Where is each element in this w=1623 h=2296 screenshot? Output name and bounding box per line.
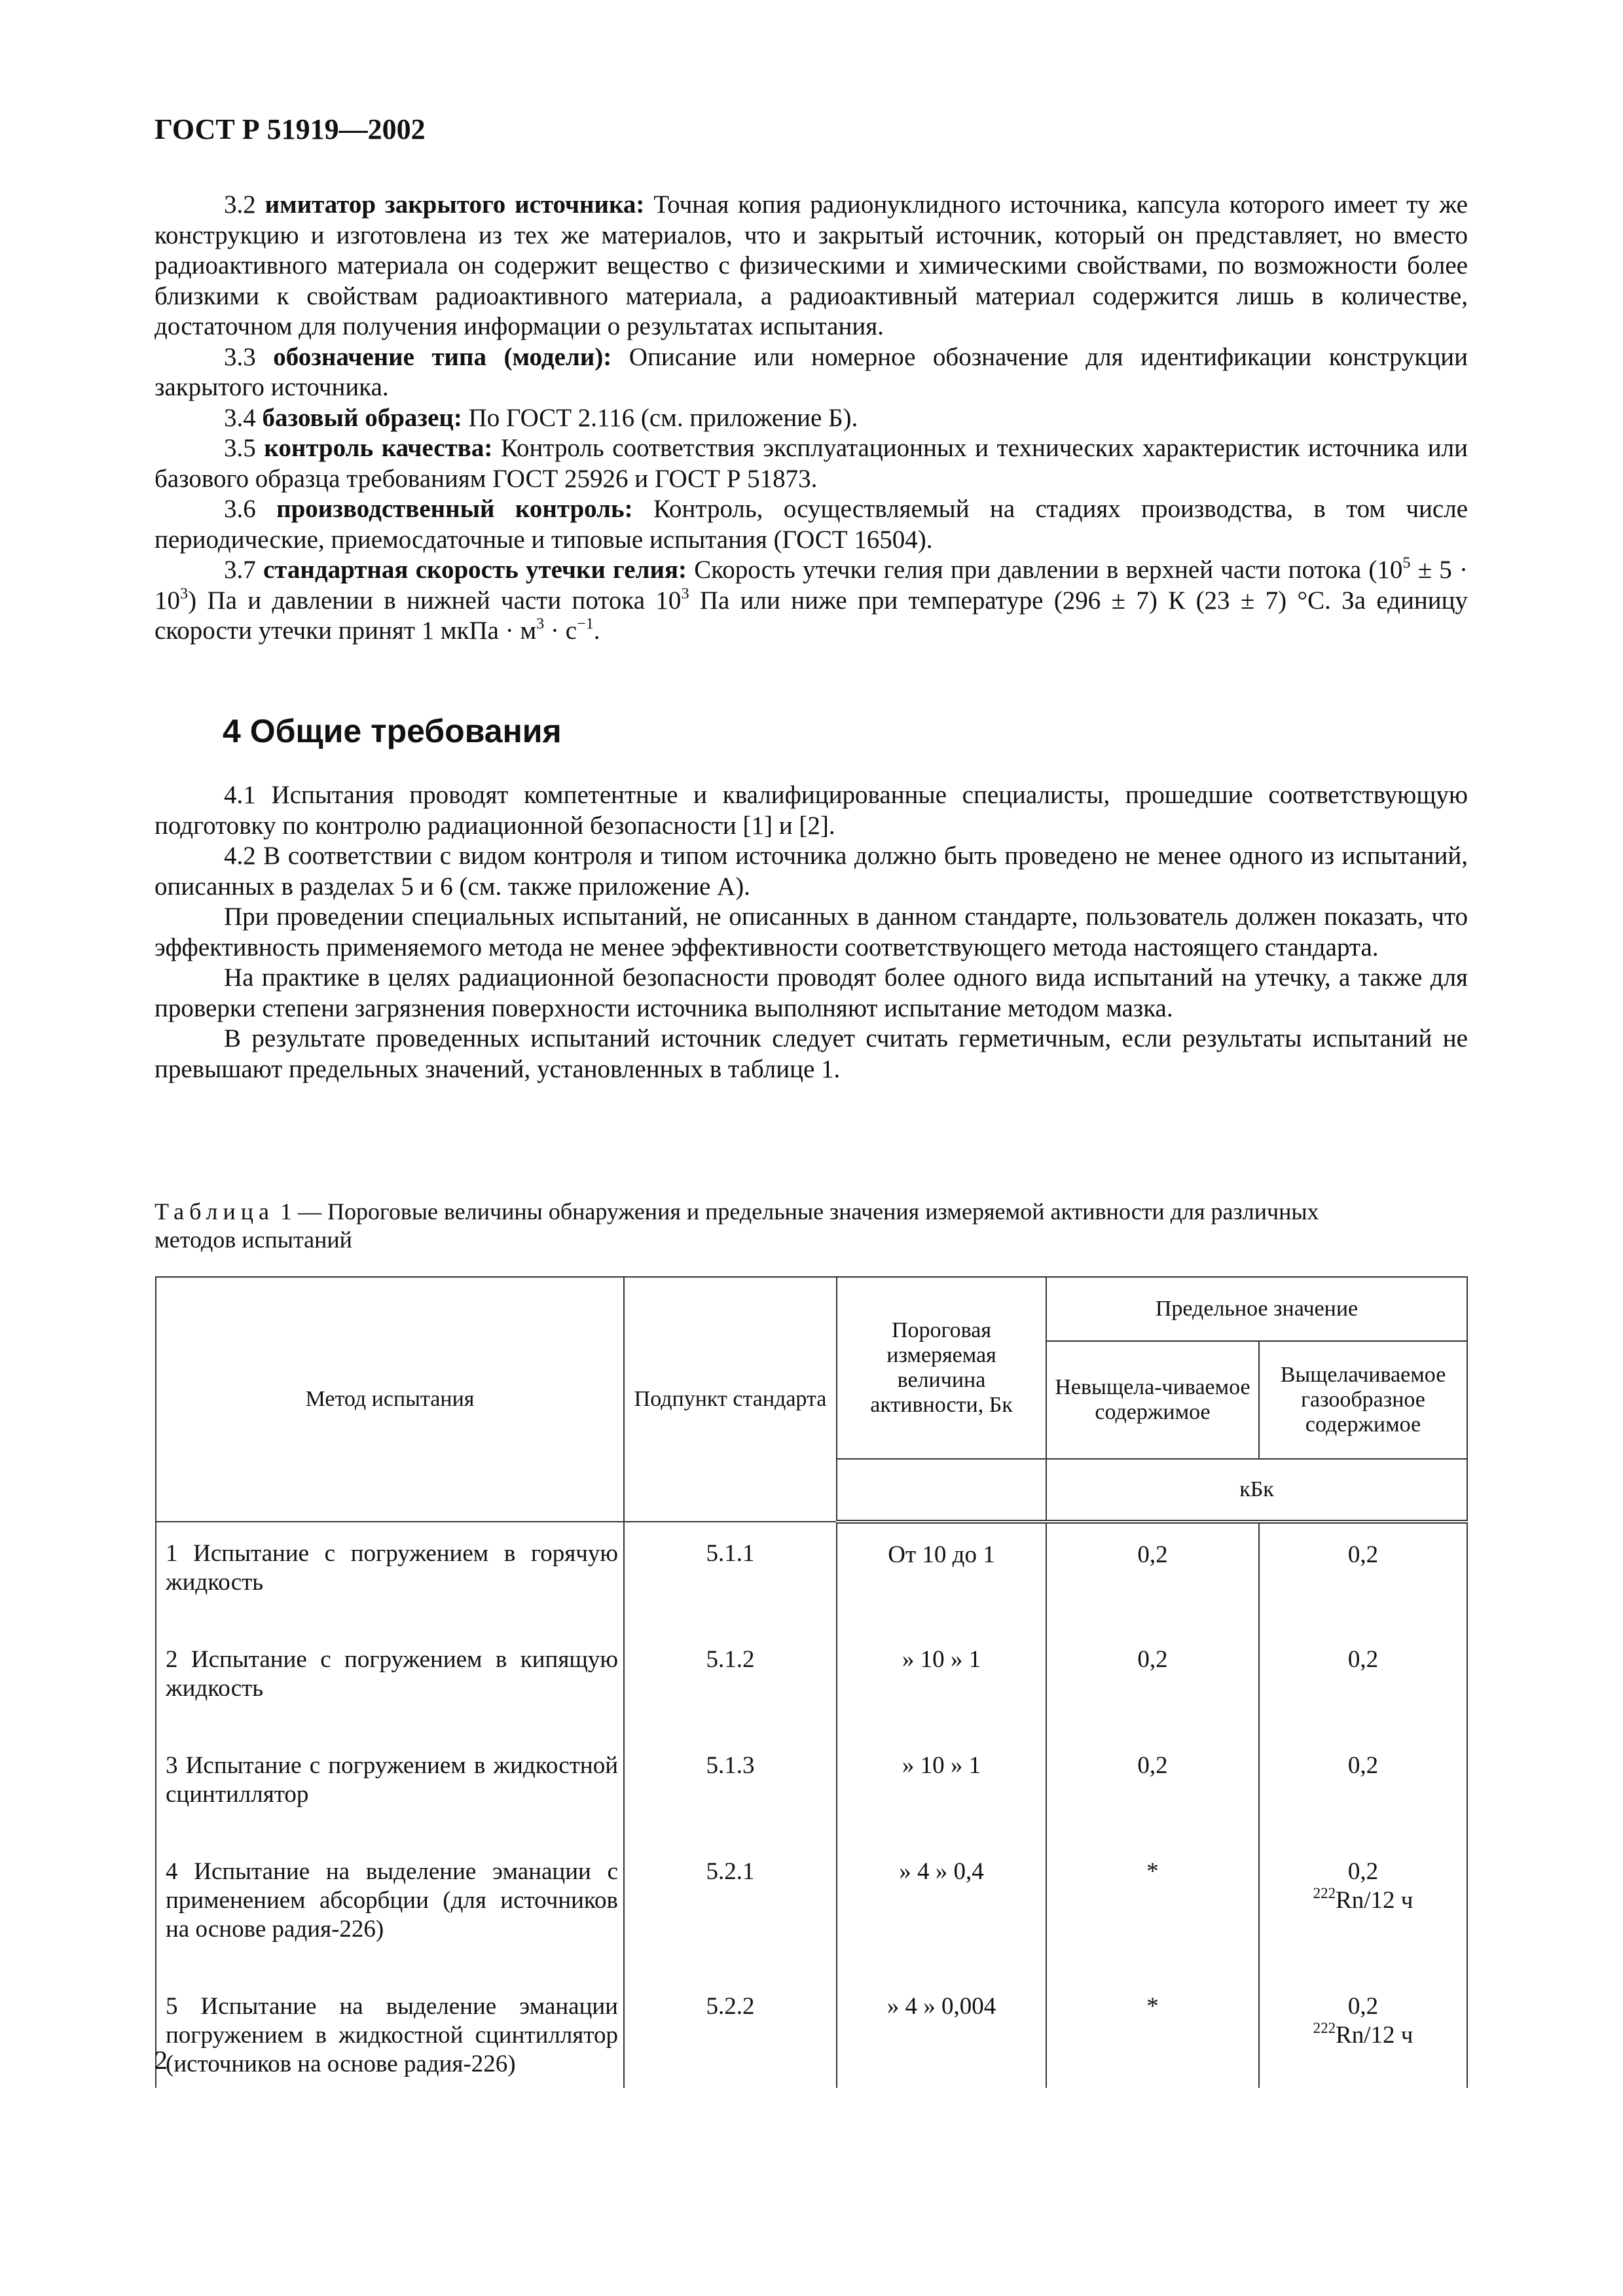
clause-term: контроль качества: [264,434,493,462]
nonleachable-cell: * [1046,1981,1259,2088]
clause-term: имитатор закрытого источника: [264,190,645,219]
clause-3-5 [155,433,1468,494]
table-row [156,1846,1467,1981]
paragraph-4-1: 4.1 Испытания проводят компетентные и квалифицированные специалисты, прошедшие соответствующую подготовку по контролю радиационной безопасности [1] и [2]. [155,781,1468,840]
threshold-cell: От 10 до 1 [837,1522,1046,1634]
clause-3-4 [155,403,1468,434]
isotope-mass-number: 222 [1313,2020,1336,2037]
nonleachable-cell: 0,2 [1046,1522,1259,1634]
superscript: −1 [577,615,594,633]
table-caption-label: Таблица [155,1198,274,1225]
clause-text: Скорость утечки гелия при давлении в верхней части потока (10 [687,556,1403,584]
col-header-leachable: Выщелачиваемое газообразное содержимое [1259,1341,1467,1459]
threshold-cell: » 4 » 0,4 [837,1846,1046,1981]
clause-number: 3.4 [224,403,256,432]
nonleachable-cell: * [1046,1846,1259,1981]
clause-term: обозначение типа (модели): [273,342,612,371]
clause-number: 3.7 [224,556,256,584]
clause-number: 3.3 [224,342,256,371]
leachable-value: 0,2 [1347,1646,1379,1673]
clause-text: ± 5 · 10 [155,556,1468,615]
leachable-cell [1259,1846,1467,1981]
clause-3-7 [155,555,1468,647]
page-number: 2 [155,2045,168,2075]
isotope-unit: Rn/12 ч [1336,1887,1413,1914]
leachable-value: 0,2 [1347,1752,1379,1779]
section-4-heading: 4 Общие требования [223,713,562,749]
method-cell: 1 Испытание с погружением в горячую жидкость [156,1522,624,1634]
section-4-body [155,780,1468,1085]
method-cell: 5 Испытание на выделение эманации погружением в жидкостной сцинтиллятор (источников на основе радия-226) [156,1981,624,2088]
leachable-cell [1259,1740,1467,1846]
isotope-mass-number: 222 [1313,1885,1336,1902]
clause-text: Контроль соответствия эксплуатационных и технических характеристик источника или базового образца требованиям ГОСТ 25926 и ГОСТ Р 51873. [155,434,1468,493]
col-header-nonleachable: Невыщела-чиваемое содержимое [1046,1341,1259,1459]
table-row [156,1740,1467,1846]
paragraph-practice: На практике в целях радиационной безопасности проводят более одного вида испытаний на утечку, а также для проверки степени загрязнения поверхности источника выполняют испытание методом мазка. [155,963,1468,1022]
clause-text: ) Па и давлении в нижней части потока 10 [188,586,682,615]
table-1-caption [155,1198,1398,1254]
threshold-cell: » 10 » 1 [837,1634,1046,1740]
superscript: 5 [1402,554,1411,572]
table-caption-text: 1 — Пороговые величины обнаружения и предельные значения измеряемой активности для различных методов испытаний [155,1198,1319,1253]
superscript: 3 [681,584,689,602]
clause-term: стандартная скорость утечки гелия: [263,556,687,584]
leachable-value: 0,2 [1347,1541,1379,1568]
clause-text: По ГОСТ 2.116 (см. приложение Б). [462,403,858,432]
subclause-cell: 5.2.2 [624,1981,837,2088]
clause-term: производственный контроль: [276,495,633,523]
standard-header: ГОСТ Р 51919—2002 [155,113,426,145]
superscript: 3 [180,584,189,602]
clause-number: 3.2 [224,190,256,219]
table-row [156,1634,1467,1740]
threshold-cell: » 4 » 0,004 [837,1981,1046,2088]
col-header-limit: Предельное значение [1046,1277,1467,1341]
method-cell: 3 Испытание с погружением в жидкостной сцинтиллятор [156,1740,624,1846]
paragraph-result: В результате проведенных испытаний источник следует считать герметичным, если результаты испытаний не превышают предельных значений, установленных в таблице 1. [155,1024,1468,1083]
clause-text: Описание или номерное обозначение для идентификации конструкции закрытого источника. [155,342,1468,401]
empty-header-cell [837,1459,1046,1522]
method-cell: 4 Испытание на выделение эманации с применением абсорбции (для источников на основе радия-226) [156,1846,624,1981]
subclause-cell: 5.1.2 [624,1634,837,1740]
table-row [156,1522,1467,1634]
col-header-unit: кБк [1046,1459,1467,1522]
clause-text: Контроль, осуществляемый на стадиях производства, в том числе периодические, приемосдаточные и типовые испытания (ГОСТ 16504). [155,495,1468,554]
clause-text: Па или ниже при температуре (296 ± 7) К (23 ± 7) °С. За единицу скорости утечки принят 1 мкПа · м [155,586,1468,645]
leachable-value: 0,2 [1347,1858,1379,1885]
table-1 [155,1276,1467,2088]
clause-number: 3.6 [224,495,256,523]
table-row [156,1981,1467,2088]
col-header-subclause: Подпункт стандарта [624,1277,837,1522]
paragraph-4-2: 4.2 В соответствии с видом контроля и типом источника должно быть проведено не менее одного из испытаний, описанных в разделах 5 и 6 (см. также приложение А). [155,842,1468,901]
leachable-cell [1259,1522,1467,1634]
leachable-value: 0,2 [1347,1993,1379,2020]
clause-3-3 [155,342,1468,403]
col-header-threshold: Пороговая измеряемая величина активности, Бк [837,1277,1046,1459]
clause-text: . [593,617,600,645]
clause-3-2 [155,190,1468,342]
definitions-block [155,190,1468,647]
clause-text: · с [544,617,577,645]
nonleachable-cell: 0,2 [1046,1740,1259,1846]
method-cell: 2 Испытание с погружением в кипящую жидкость [156,1634,624,1740]
clause-text: Точная копия радионуклидного источника, капсула которого имеет ту же конструкцию и изготовлена из тех же материалов, что и закрытый источник, который он представляет, но вместо радиоактивного материала он содержит вещество с физическими и химическими свойствами, по возможности более близкими к свойствам радиоактивного материала, а радиоактивный материал содержится лишь в количестве, достаточном для получения информации о результатах испытания. [155,190,1468,340]
leachable-cell [1259,1634,1467,1740]
clause-3-6 [155,494,1468,555]
subclause-cell: 5.2.1 [624,1846,837,1981]
paragraph-special-tests: При проведении специальных испытаний, не описанных в данном стандарте, пользователь должен показать, что эффективность применяемого метода не менее эффективности соответствующего метода настоящего стандарта. [155,903,1468,961]
threshold-cell: » 10 » 1 [837,1740,1046,1846]
nonleachable-cell: 0,2 [1046,1634,1259,1740]
col-header-method: Метод испытания [156,1277,624,1522]
subclause-cell: 5.1.1 [624,1522,837,1634]
superscript: 3 [536,615,545,633]
leachable-cell [1259,1981,1467,2088]
isotope-unit: Rn/12 ч [1336,2022,1413,2049]
clause-term: базовый образец: [262,403,462,432]
clause-number: 3.5 [224,434,256,462]
subclause-cell: 5.1.3 [624,1740,837,1846]
